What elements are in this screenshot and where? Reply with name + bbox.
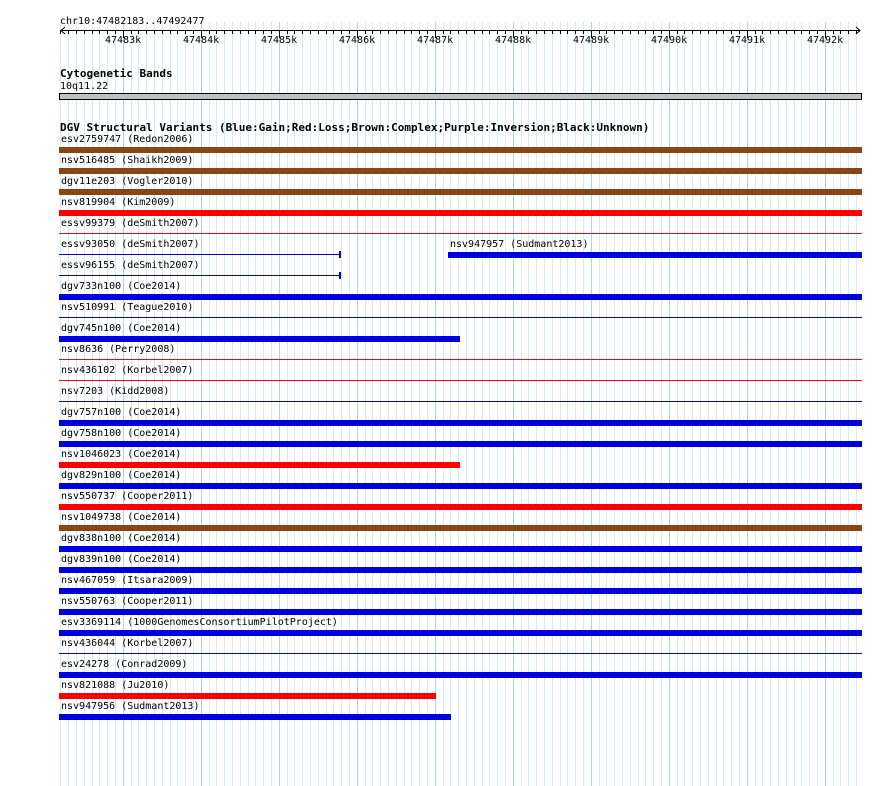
ruler-tick-label: 47485k (261, 35, 298, 46)
variant-label[interactable]: essv99379 (deSmith2007) (61, 218, 200, 229)
variant-feature-loss[interactable] (59, 462, 460, 468)
variant-feature-loss[interactable] (59, 359, 862, 360)
variant-label[interactable]: nsv8636 (Perry2008) (61, 344, 176, 355)
variant-feature-complex[interactable] (59, 189, 862, 195)
variant-feature-gain[interactable] (59, 672, 862, 678)
variant-label[interactable]: esv24278 (Conrad2009) (61, 659, 188, 670)
variant-feature-complex[interactable] (59, 147, 862, 153)
variant-label[interactable]: nsv467059 (Itsara2009) (61, 575, 194, 586)
cytoband-track-title: Cytogenetic Bands (60, 67, 173, 80)
variant-feature-gain[interactable] (59, 336, 460, 342)
variant-feature-gain[interactable] (59, 567, 862, 573)
variant-end-cap (339, 272, 341, 279)
variant-feature-loss[interactable] (59, 210, 862, 216)
ruler-tick-label: 47483k (105, 35, 142, 46)
cytoband-bar[interactable] (59, 93, 862, 100)
variant-feature-gain[interactable] (59, 254, 340, 255)
dgv-track-title: DGV Structural Variants (Blue:Gain;Red:Loss;Brown:Complex;Purple:Inversion;Black:Unknown) (60, 121, 650, 134)
variant-label[interactable]: dgv733n100 (Coe2014) (61, 281, 182, 292)
variant-label[interactable]: nsv510991 (Teague2010) (61, 302, 194, 313)
ruler-tick-label: 47492k (807, 35, 844, 46)
variant-feature-complex[interactable] (59, 168, 862, 174)
ruler-tick-label: 47491k (729, 35, 766, 46)
variant-feature-gain[interactable] (59, 275, 340, 276)
variant-feature-gain[interactable] (59, 441, 862, 447)
coordinate-ruler (0, 0, 890, 60)
variant-feature-gain[interactable] (59, 483, 862, 489)
variant-label[interactable]: nsv436044 (Korbel2007) (61, 638, 194, 649)
variant-feature-loss[interactable] (59, 380, 862, 381)
ruler-tick-label: 47490k (651, 35, 688, 46)
ruler-tick-label: 47484k (183, 35, 220, 46)
variant-label[interactable]: nsv550737 (Cooper2011) (61, 491, 194, 502)
location-label: chr10:47482183..47492477 (60, 16, 205, 27)
variant-feature-gain[interactable] (59, 630, 862, 636)
variant-label[interactable]: dgv838n100 (Coe2014) (61, 533, 182, 544)
variant-label[interactable]: nsv1046023 (Coe2014) (61, 449, 182, 460)
variant-label[interactable]: nsv550763 (Cooper2011) (61, 596, 194, 607)
variant-label[interactable]: dgv758n100 (Coe2014) (61, 428, 182, 439)
variant-label[interactable]: dgv829n100 (Coe2014) (61, 470, 182, 481)
variant-label[interactable]: essv96155 (deSmith2007) (61, 260, 200, 271)
variant-label[interactable]: nsv1049738 (Coe2014) (61, 512, 182, 523)
variant-feature-gain[interactable] (59, 294, 862, 300)
variant-label[interactable]: esv3369114 (1000GenomesConsortiumPilotProject) (61, 617, 338, 628)
variant-label[interactable]: dgv745n100 (Coe2014) (61, 323, 182, 334)
variant-label[interactable]: dgv11e203 (Vogler2010) (61, 176, 194, 187)
ruler-tick-label: 47489k (573, 35, 610, 46)
variant-feature-gain[interactable] (59, 420, 862, 426)
variant-feature-loss[interactable] (59, 693, 436, 699)
variant-label[interactable]: nsv947956 (Sudmant2013) (61, 701, 200, 712)
variant-label[interactable]: nsv947957 (Sudmant2013) (450, 239, 589, 250)
variant-label[interactable]: dgv757n100 (Coe2014) (61, 407, 182, 418)
variant-feature-gain[interactable] (59, 714, 451, 720)
variant-feature-gain[interactable] (59, 317, 862, 318)
variant-label[interactable]: nsv7203 (Kidd2008) (61, 386, 170, 397)
variant-label[interactable]: nsv821088 (Ju2010) (61, 680, 170, 691)
variant-label[interactable]: dgv839n100 (Coe2014) (61, 554, 182, 565)
variant-label[interactable]: nsv819904 (Kim2009) (61, 197, 176, 208)
variant-label[interactable]: nsv436102 (Korbel2007) (61, 365, 194, 376)
ruler-tick-label: 47487k (417, 35, 454, 46)
variant-label[interactable]: essv93050 (deSmith2007) (61, 239, 200, 250)
variant-feature-gain[interactable] (59, 588, 862, 594)
variant-feature-loss[interactable] (59, 504, 862, 510)
variant-feature-gain[interactable] (59, 401, 862, 402)
variant-label[interactable]: nsv516485 (Shaikh2009) (61, 155, 194, 166)
variant-feature-gain[interactable] (59, 609, 862, 615)
ruler-tick-label: 47488k (495, 35, 532, 46)
variant-feature-complex[interactable] (59, 525, 862, 531)
cytoband-label: 10q11.22 (60, 81, 109, 92)
variant-feature-loss[interactable] (59, 233, 862, 234)
variant-feature-gain[interactable] (59, 546, 862, 552)
variant-feature-gain[interactable] (448, 252, 862, 258)
variant-label[interactable]: esv2759747 (Redon2006) (61, 134, 194, 145)
variant-feature-gain[interactable] (59, 653, 862, 654)
variant-end-cap (339, 251, 341, 258)
ruler-tick-label: 47486k (339, 35, 376, 46)
